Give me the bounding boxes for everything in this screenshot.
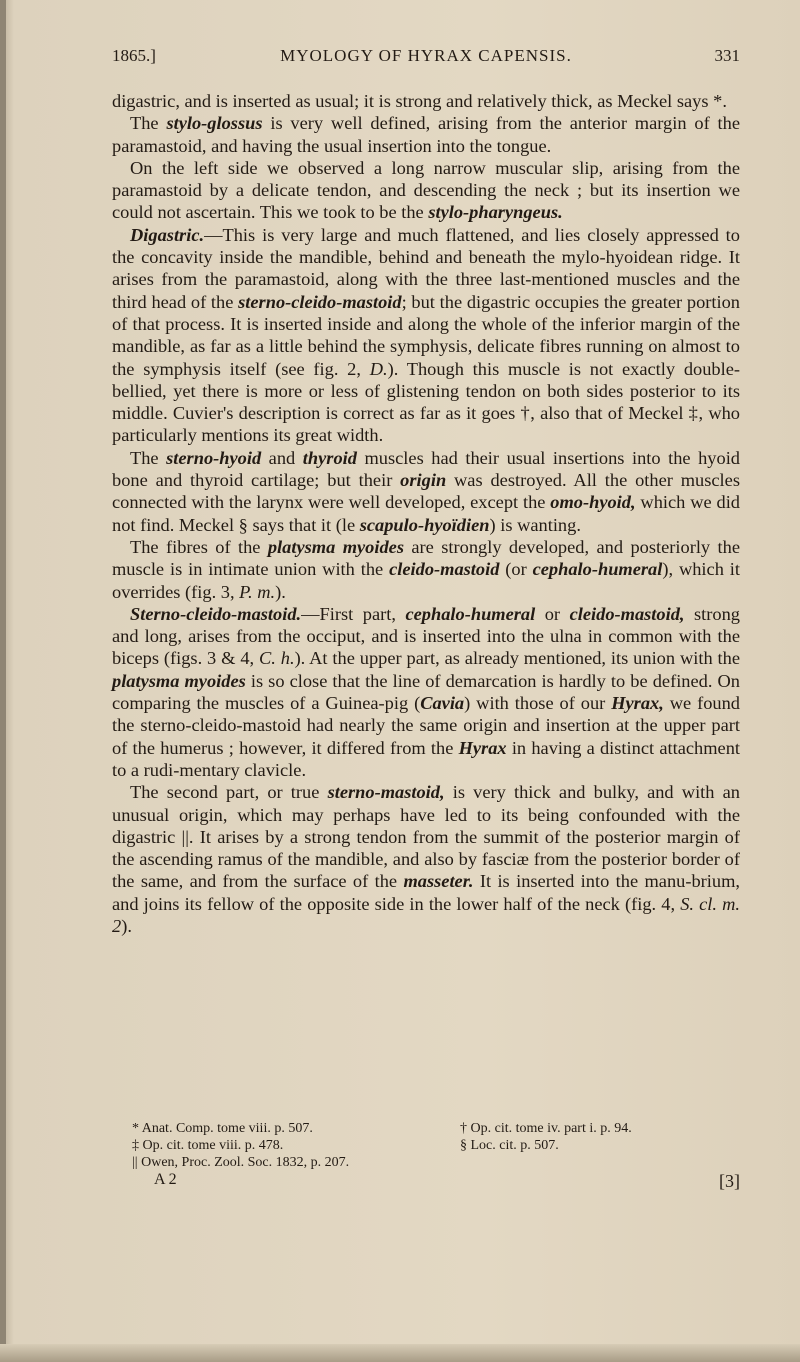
term-thyroid: thyroid <box>302 447 357 468</box>
figure-ref: P. m. <box>239 581 276 602</box>
term-scapulo-hyoidien: scapulo-hyoïdien <box>359 514 490 535</box>
term-cleido-mastoid: cleido-mastoid, <box>569 603 685 624</box>
term-platysma-myoides: platysma myoides <box>112 670 246 691</box>
term-hyrax: Hyrax, <box>611 693 664 714</box>
footnote-section: § Loc. cit. p. 507. <box>460 1138 559 1153</box>
paragraph-stylo-pharyngeus <box>112 157 740 224</box>
sheet-mark: [3] <box>719 1171 740 1191</box>
text-run: ). <box>275 581 286 602</box>
text-run: ). Though this muscle is not exactly double-bellied, yet there is more or less of glistening tendon on both sides posterior to its middle. Cuvier's description is correct as far as it goes †, also that of Meckel ‡, who particularly mentions its great width. <box>112 358 740 446</box>
footnotes <box>132 1120 740 1195</box>
term-cephalo-humeral: cephalo-humeral <box>405 603 536 624</box>
paragraph-stylo-glossus <box>112 112 740 157</box>
term-sterno-mastoid: sterno-mastoid, <box>327 782 445 803</box>
text-run: is so close that the line of demarcation is hardly to be defined. On comparing the muscles of a Guinea-pig ( <box>112 670 740 714</box>
heading-sterno-cleido-mastoid: Sterno-cleido-mastoid. <box>130 603 302 624</box>
page-binding-shadow <box>0 0 6 1362</box>
text-run: is very thick and bulky, and with an unusual origin, which may perhaps have led to its being confounded with the digastric ||. It arises by a strong tendon from the summit of the posterior margin of the ascending ramus of the mandible, and also by fasciæ from the posterior border of the same, and from the surface of the <box>112 782 741 892</box>
figure-ref: D. <box>369 358 388 379</box>
footnote-parallel: || Owen, Proc. Zool. Soc. 1832, p. 207. <box>132 1155 350 1170</box>
term-cephalo-humeral: cephalo-humeral <box>532 559 663 580</box>
term-stylo-pharyngeus: stylo-pharyngeus. <box>428 202 563 223</box>
paragraph-digastric-continued <box>112 90 740 112</box>
term-sterno-hyoid: sterno-hyoid <box>166 447 262 468</box>
term-omo-hyoid: omo-hyoid, <box>550 492 636 513</box>
text-run: in having a distinct attachment to a rudi-mentary clavicle. <box>112 737 740 780</box>
paragraph-sterno-mastoid <box>112 781 740 937</box>
text-run: The <box>130 113 167 134</box>
text-run: and <box>261 447 303 468</box>
main-text <box>112 90 740 937</box>
text-run: It is inserted into the manu-brium, and joins its fellow of the opposite side in the lower half of the neck (fig. 4, <box>112 871 740 914</box>
text-run: (or <box>499 559 533 580</box>
paragraph-digastric <box>112 224 740 447</box>
text-run: which we did not find. Meckel § says that it (le <box>112 492 741 535</box>
text-run: On the left side we observed a long narrow muscular slip, arising from the paramastoid by a delicate tendon, and descending the neck ; but its insertion we could not ascertain. This we took to be the <box>112 157 740 223</box>
heading-digastric: Digastric. <box>130 224 205 245</box>
term-sterno-cleido-mastoid: sterno-cleido-mastoid <box>238 291 402 312</box>
text-run: ; but the digastric occupies the greater portion of that process. It is inserted inside and along the whole of the inferior margin of the mandible, as far as a little behind the symphysis, delicate fibres running on almost to the symphysis itself (see fig. 2, <box>112 291 740 379</box>
page-bottom-edge <box>0 1344 800 1362</box>
footnote-row <box>132 1120 740 1137</box>
paragraph-sterno-cleido-mastoid <box>112 603 740 781</box>
text-run: digastric, and is inserted as usual; it is strong and relatively thick, as Meckel says *. <box>112 91 727 111</box>
term-masseter: masseter. <box>403 871 474 892</box>
text-run: The fibres of the <box>130 536 268 557</box>
figure-ref: S. cl. m. 2 <box>112 893 740 936</box>
text-run: ). At the upper part, as already mentioned, its union with the <box>294 648 740 669</box>
term-hyrax: Hyrax <box>458 737 507 758</box>
text-run: muscles had their usual insertions into the hyoid bone and thyroid cartilage; but their <box>112 447 740 491</box>
text-run: are strongly developed, and posteriorly the muscle is in intimate union with the <box>112 536 740 580</box>
footnote-row <box>132 1154 740 1171</box>
figure-ref: C. h. <box>259 648 295 669</box>
paragraph-platysma <box>112 536 740 603</box>
text-run: The <box>130 447 167 468</box>
term-stylo-glossus: stylo-glossus <box>166 113 263 134</box>
text-run: ) is wanting. <box>489 514 581 535</box>
term-origin: origin <box>400 470 447 491</box>
text-run: was destroyed. All the other muscles connected with the larynx were well developed, except the <box>112 470 740 513</box>
term-cavia: Cavia <box>420 693 465 714</box>
footnote-row <box>132 1137 740 1154</box>
signature-row <box>132 1171 740 1195</box>
text-run: ), which it overrides (fig. 3, <box>112 559 740 602</box>
text-run: we found the sterno-cleido-mastoid had nearly the same origin and insertion at the upper part of the humerus ; however, it differed from the <box>112 693 741 758</box>
footnote-asterisk: * Anat. Comp. tome viii. p. 507. <box>132 1121 313 1136</box>
header-year: 1865.] <box>112 46 156 65</box>
paragraph-sterno-hyoid <box>112 447 740 536</box>
text-run: is very well defined, arising from the anterior margin of the paramastoid, and having the usual insertion into the tongue. <box>112 113 740 156</box>
text-run: or <box>535 603 570 624</box>
header-title: MYOLOGY OF HYRAX CAPENSIS. <box>280 46 572 65</box>
text-run: ). <box>121 915 132 936</box>
text-run: strong and long, arises from the occiput, and is inserted into the ulna in common with the biceps (figs. 3 & 4, <box>112 603 740 669</box>
signature-mark: A 2 <box>154 1171 177 1188</box>
footnote-double-dagger: ‡ Op. cit. tome viii. p. 478. <box>132 1138 284 1153</box>
text-run: —First part, <box>301 603 406 624</box>
term-platysma-myoides: platysma myoides <box>267 536 404 557</box>
term-cleido-mastoid: cleido-mastoid <box>389 559 500 580</box>
running-header <box>112 46 740 70</box>
text-run: —This is very large and much flattened, and lies closely appressed to the concavity inside the mandible, behind and beneath the mylo-hyoidean ridge. It arises from the paramastoid, along with the three last-mentioned muscles and the third head of the <box>112 224 740 312</box>
text-run: The second part, or true <box>130 782 328 803</box>
footnote-dagger: † Op. cit. tome iv. part i. p. 94. <box>460 1121 632 1136</box>
page-number: 331 <box>714 46 740 65</box>
text-run: ) with those of our <box>464 693 612 714</box>
